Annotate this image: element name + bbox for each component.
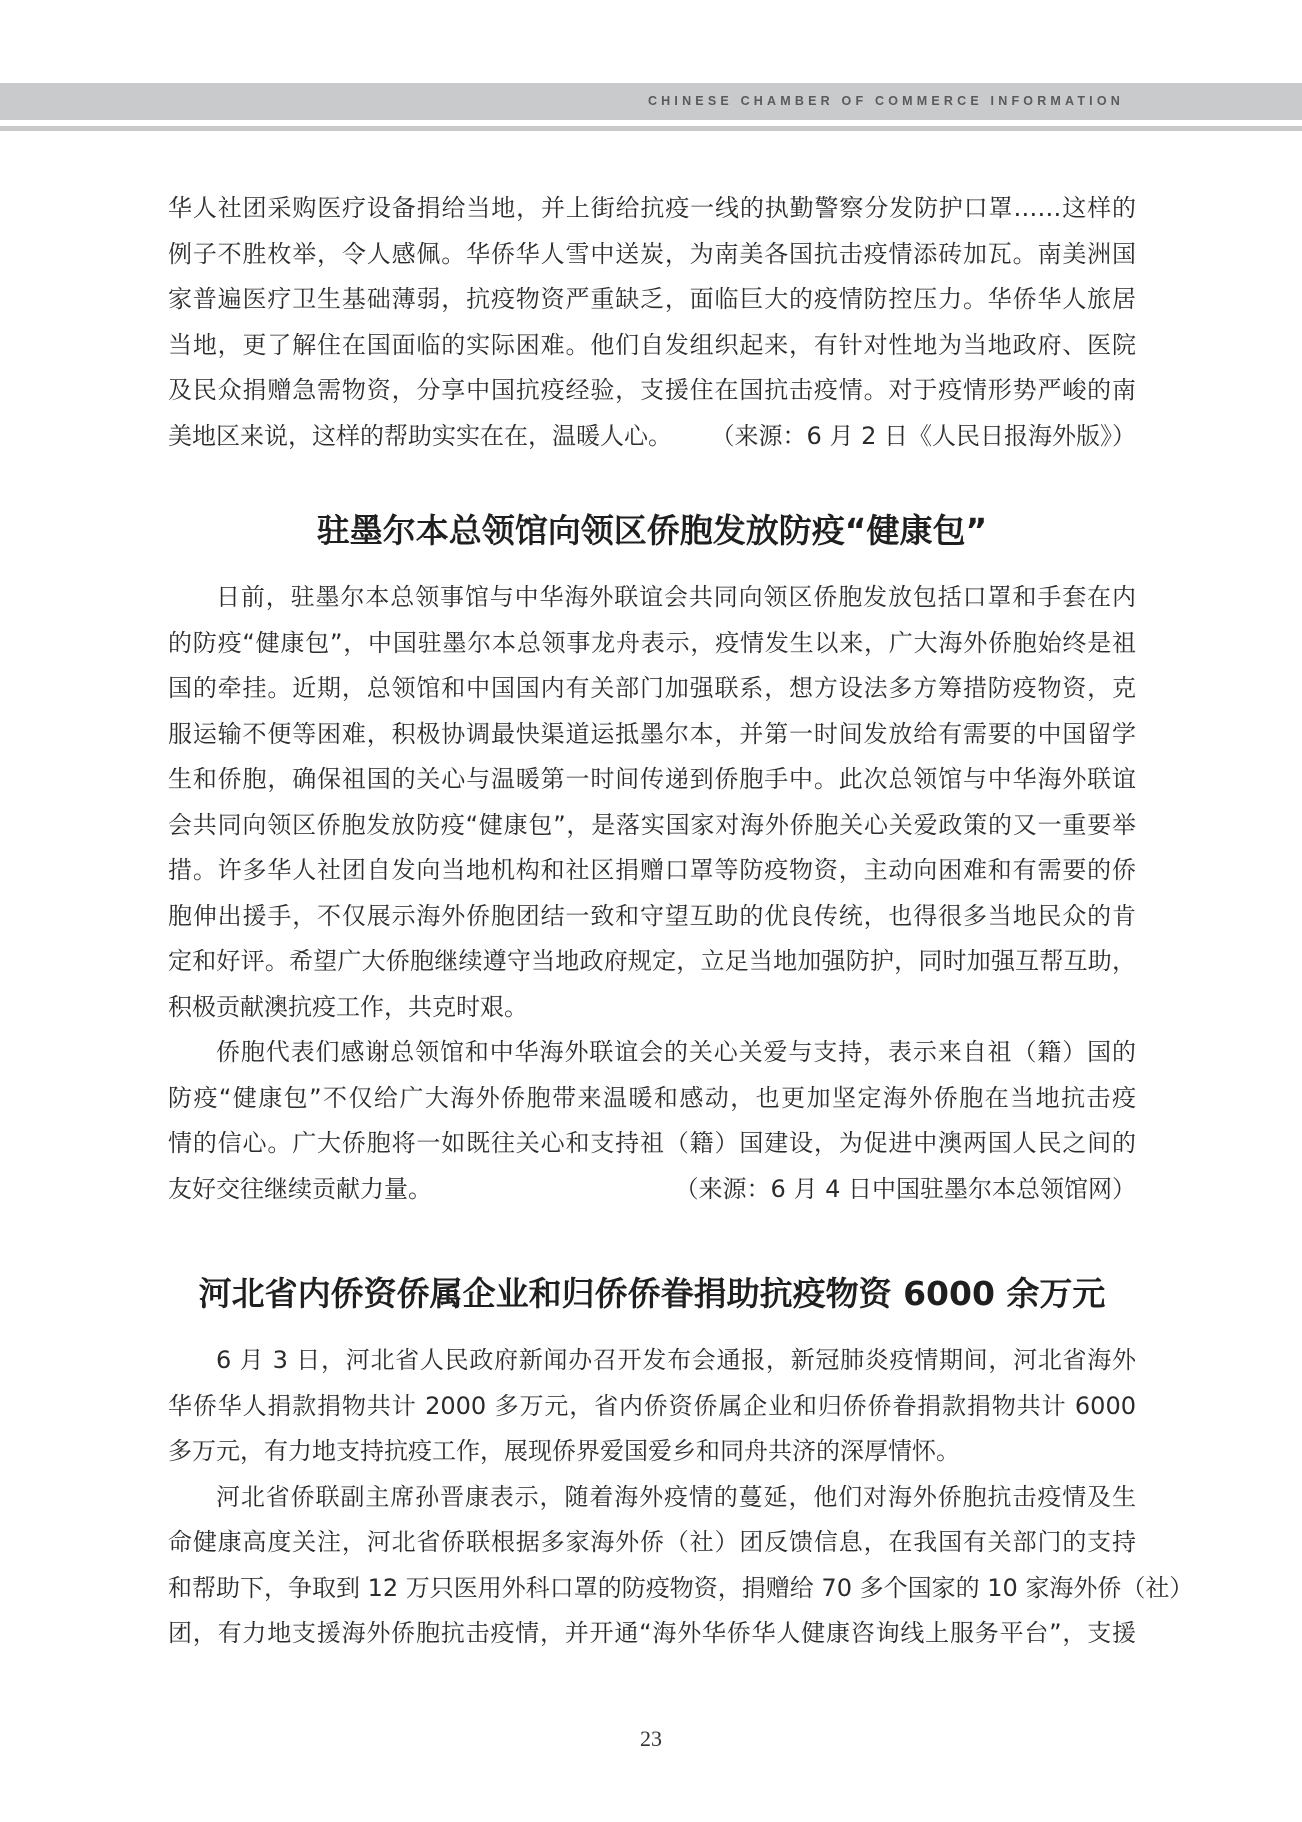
article1-line: 定和好评。希望广大侨胞继续遵守当地政府规定，立足当地加强防护，同时加强互帮互助， xyxy=(168,947,1136,975)
article1-line: 生和侨胞，确保祖国的关心与温暖第一时间传递到侨胞手中。此次总领馆与中华海外联谊 xyxy=(168,765,1136,793)
article1-line: 会共同向领区侨胞发放防疫“健康包”，是落实国家对海外侨胞关心关爱政策的又一重要举 xyxy=(168,810,1136,839)
article1-line: 日前，驻墨尔本总领事馆与中华海外联谊会共同向领区侨胞发放包括口罩和手套在内 xyxy=(216,583,1136,611)
intro-line: 例子不胜枚举，令人感佩。华侨华人雪中送炭，为南美各国抗击疫情添砖加瓦。南美洲国 xyxy=(168,239,1136,268)
article2-line: 和帮助下，争取到 12 万只医用外科口罩的防疫物资，捐赠给 70 多个国家的 10 家海外侨（社） xyxy=(168,1573,1194,1602)
article1-line: 的防疫“健康包”，中国驻墨尔本总领事龙舟表示，疫情发生以来，广大海外侨胞始终是祖 xyxy=(168,628,1136,657)
article2-line: 命健康高度关注，河北省侨联根据多家海外侨（社）团反馈信息，在我国有关部门的支持 xyxy=(168,1528,1136,1556)
article2-paragraph-1 xyxy=(168,1338,1136,1475)
article1-paragraph-1 xyxy=(168,575,1136,1030)
article1-line: 情的信心。广大侨胞将一如既往关心和支持祖（籍）国建设，为促进中澳两国人民之间的 xyxy=(168,1129,1136,1157)
article1-line: 服运输不便等困难，积极协调最快渠道运抵墨尔本，并第一时间发放给有需要的中国留学 xyxy=(168,719,1136,748)
intro-last-line xyxy=(168,414,1136,460)
article2-title: 河北省内侨资侨属企业和归侨侨眷捐助抗疫物资 6000 余万元 xyxy=(198,1274,1106,1313)
running-header-band xyxy=(0,83,1302,120)
intro-line: 及民众捐赠急需物资，分享中国抗疫经验，支援住在国抗击疫情。对于疫情形势严峻的南 xyxy=(168,376,1136,404)
article1-last-text: 友好交往继续贡献力量。 xyxy=(168,1174,432,1203)
running-header-title: CHINESE CHAMBER OF COMMERCE INFORMATION xyxy=(647,94,1124,108)
article1-line: 国的牵挂。近期，总领馆和中国国内有关部门加强联系，想方设法多方筹措防疫物资，克 xyxy=(168,674,1136,702)
article2-line: 团，有力地支援海外侨胞抗击疫情，并开通“海外华侨华人健康咨询线上服务平台”，支援 xyxy=(168,1619,1136,1647)
article1-line: 措。许多华人社团自发向当地机构和社区捐赠口罩等防疫物资，主动向困难和有需要的侨 xyxy=(168,856,1136,884)
intro-line: 华人社团采购医疗设备捐给当地，并上街给抗疫一线的执勤警察分发防护口罩……这样的 xyxy=(168,194,1136,222)
article2-line: 多万元，有力地支持抗疫工作，展现侨界爱国爱乡和同舟共济的深厚情怀。 xyxy=(168,1437,960,1465)
page-content xyxy=(168,186,1194,1657)
article2-line: 河北省侨联副主席孙晋康表示，随着海外疫情的蔓延，他们对海外侨胞抗击疫情及生 xyxy=(216,1482,1136,1511)
article1-title: 驻墨尔本总领馆向领区侨胞发放防疫“健康包” xyxy=(316,511,988,550)
intro-paragraph xyxy=(168,186,1136,459)
article2-line: 6 月 3 日，河北省人民政府新闻办召开发布会通报，新冠肺炎疫情期间，河北省海外 xyxy=(216,1346,1136,1374)
article1-last-line xyxy=(168,1167,1136,1213)
article1-paragraph-2 xyxy=(168,1030,1136,1212)
article1-line: 侨胞代表们感谢总领馆和中华海外联谊会的关心关爱与支持，表示来自祖（籍）国的 xyxy=(216,1038,1136,1066)
header-rule xyxy=(0,126,1302,131)
page-number: 23 xyxy=(640,1726,662,1751)
article1-line: 积极贡献澳抗疫工作，共克时艰。 xyxy=(168,992,528,1021)
article1-line: 胞伸出援手，不仅展示海外侨胞团结一致和守望互助的优良传统，也得很多当地民众的肯 xyxy=(168,901,1136,930)
intro-line: 当地，更了解住在国面临的实际困难。他们自发组织起来，有针对性地为当地政府、医院 xyxy=(168,330,1136,359)
article1-source: （来源：6 月 4 日中国驻墨尔本总领馆网） xyxy=(674,1174,1136,1203)
intro-source: （来源：6 月 2 日《人民日报海外版》） xyxy=(710,421,1136,450)
intro-last-text: 美地区来说，这样的帮助实实在在，温暖人心。 xyxy=(168,421,672,450)
article1-line: 防疫“健康包”不仅给广大海外侨胞带来温暖和感动，也更加坚定海外侨胞在当地抗击疫 xyxy=(168,1083,1136,1112)
article2-line: 华侨华人捐款捐物共计 2000 多万元，省内侨资侨属企业和归侨侨眷捐款捐物共计 6000 xyxy=(168,1391,1136,1420)
intro-line: 家普遍医疗卫生基础薄弱，抗疫物资严重缺乏，面临巨大的疫情防控压力。华侨华人旅居 xyxy=(168,285,1136,313)
article2-paragraph-2 xyxy=(168,1475,1194,1657)
